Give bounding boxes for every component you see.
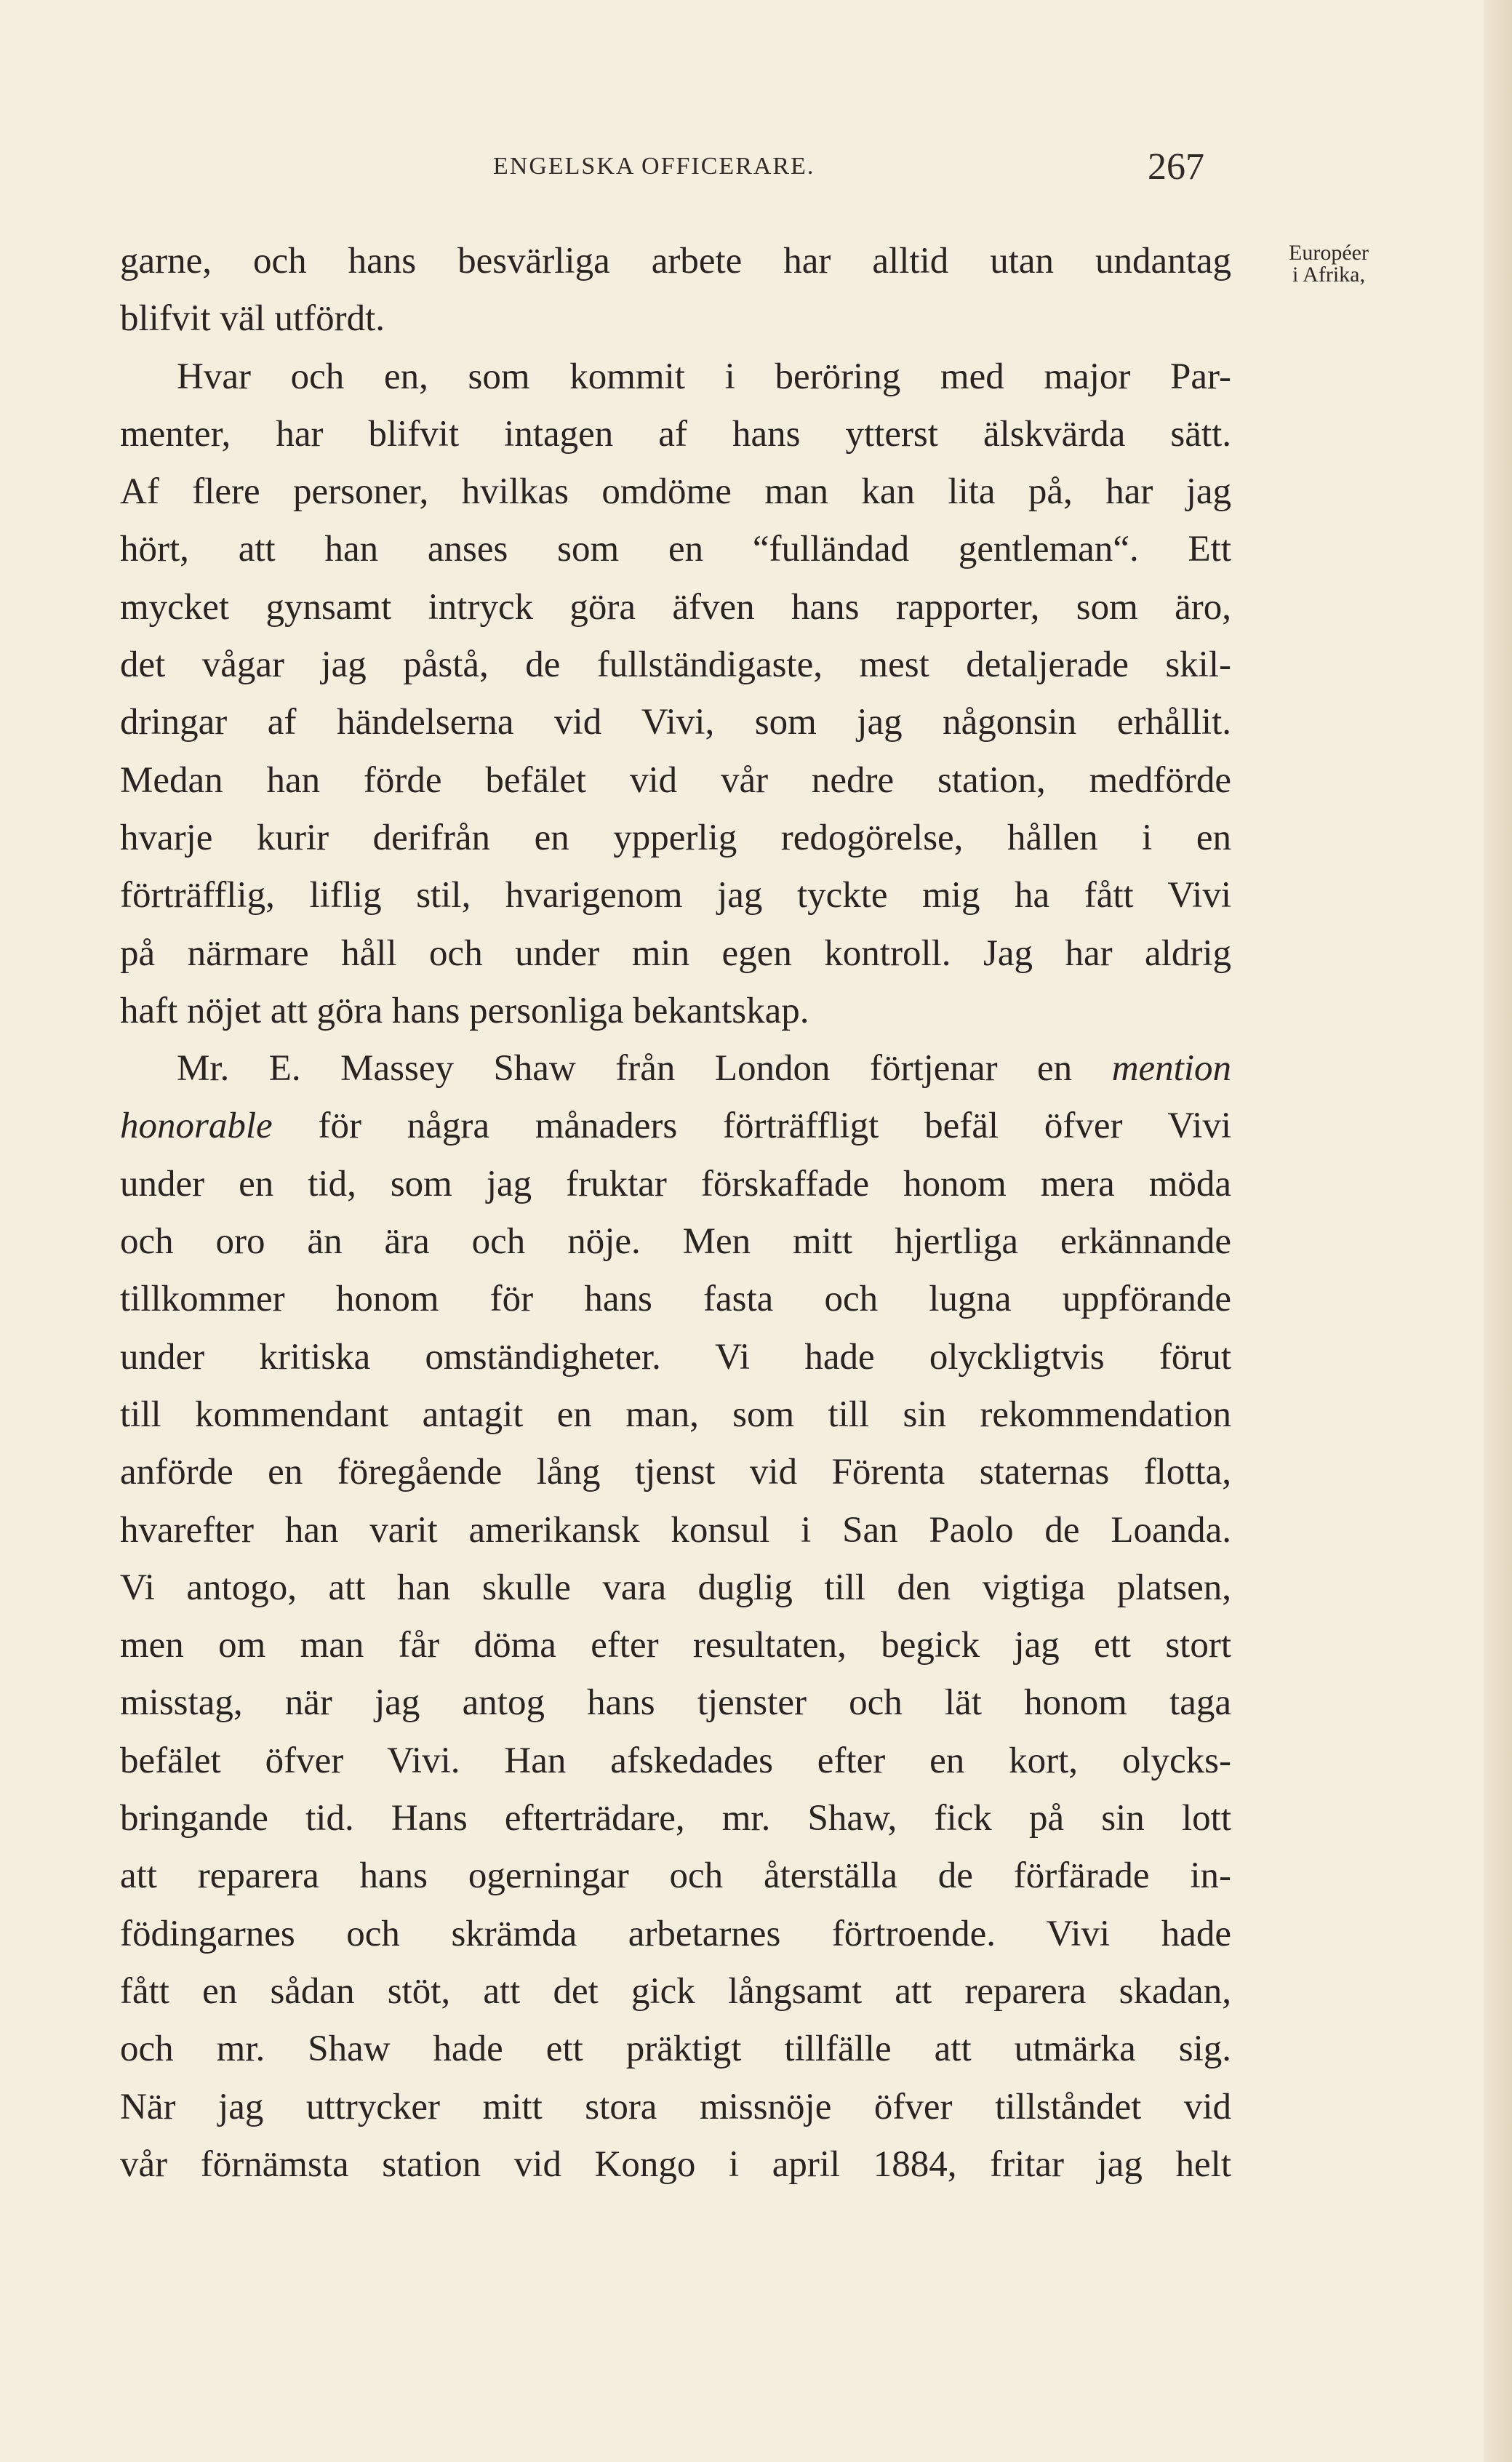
text-line-33: När jag uttrycker mitt stora missnöje öfver tillståndet vid xyxy=(120,2086,1231,2127)
text-line-23: hvarefter han varit amerikansk konsul i San Paolo de Loanda. xyxy=(120,1509,1231,1551)
text-line-14: haft nöjet att göra hans personliga bekantskap. xyxy=(120,990,809,1031)
text-line-11: hvarje kurir derifrån en ypperlig redogörelse, hållen i en xyxy=(120,817,1231,858)
text-line-27: befälet öfver Vivi. Han afskedades efter en kort, olycks- xyxy=(120,1740,1231,1781)
text-line-30: födingarnes och skrämda arbetarnes förtroende. Vivi hade xyxy=(120,1913,1231,1954)
text-line-25: men om man får döma efter resultaten, begick jag ett stort xyxy=(120,1625,1231,1666)
text-line-13: på närmare håll och under min egen kontroll. Jag har aldrig xyxy=(120,932,1231,974)
text-line-18: och oro än ära och nöje. Men mitt hjertliga erkännande xyxy=(120,1221,1231,1263)
text-line-8: det vågar jag påstå, de fullständigaste, mest detaljerade skil- xyxy=(120,644,1231,686)
text-line-28: bringande tid. Hans efterträdare, mr. Shaw, fick på sin lott xyxy=(120,1798,1231,1839)
text-line-16-italic: honorable xyxy=(120,1106,273,1147)
text-line-12: förträfflig, liflig stil, hvarigenom jag tyckte mig ha fått Vivi xyxy=(120,875,1231,916)
text-line-16 xyxy=(120,1098,1231,1155)
text-line-29: att reparera hans ogerningar och återställa de förfärade in- xyxy=(120,1855,1231,1897)
text-line-20: under kritiska omständigheter. Vi hade olyckligtvis förut xyxy=(120,1336,1231,1378)
text-line-7: mycket gynsamt intryck göra äfven hans rapporter, som äro, xyxy=(120,586,1231,628)
text-line-34: vår förnämsta station vid Kongo i april 1884, fritar jag helt xyxy=(120,2143,1231,2185)
text-line-10: Medan han förde befälet vid vår nedre station, medförde xyxy=(120,759,1231,801)
text-line-6: hört, att han anses som en “fulländad gentleman“. Ett xyxy=(120,529,1231,570)
text-line-1: garne, och hans besvärliga arbete har alltid utan undantag xyxy=(120,241,1231,281)
text-line-26: misstag, när jag antog hans tjenster och lät honom taga xyxy=(120,1682,1231,1724)
text-line-16-rest: för några månaders förträffligt befäl öfver Vivi xyxy=(272,1106,1231,1147)
margin-note-line-1: Européer xyxy=(1289,241,1369,265)
text-line-19: tillkommer honom för hans fasta och lugna uppförande xyxy=(120,1279,1231,1320)
text-line-15-italic: mention xyxy=(1111,1048,1231,1090)
margin-note-line-2: i Afrika, xyxy=(1292,263,1365,287)
page-number: 267 xyxy=(1148,146,1204,188)
text-line-21: till kommendant antagit en man, som till sin rekommendation xyxy=(120,1394,1231,1435)
text-line-32: och mr. Shaw hade ett präktigt tillfälle att utmärka sig. xyxy=(120,2029,1231,2070)
text-line-15 xyxy=(120,1040,1231,1098)
page-edge xyxy=(1484,0,1512,2462)
running-head: ENGELSKA OFFICERARE. xyxy=(493,153,815,180)
text-line-22: anförde en föregående lång tjenst vid Förenta staternas flotta, xyxy=(120,1452,1231,1493)
text-line-15-start: Mr. E. Massey Shaw från London förtjenar en xyxy=(177,1048,1112,1090)
text-line-9: dringar af händelserna vid Vivi, som jag någonsin erhållit. xyxy=(120,702,1231,743)
margin-note xyxy=(1256,242,1401,286)
text-line-4: menter, har blifvit intagen af hans ytterst älskvärda sätt. xyxy=(120,413,1231,455)
body-text xyxy=(120,233,1231,2194)
text-line-3: Hvar och en, som kommit i beröring med major Par- xyxy=(177,356,1231,397)
text-line-2: blifvit väl utfördt. xyxy=(120,298,385,340)
text-line-24: Vi antogo, att han skulle vara duglig till den vigtiga platsen, xyxy=(120,1567,1231,1608)
text-line-31: fått en sådan stöt, att det gick långsamt att reparera skadan, xyxy=(120,1970,1231,2012)
text-line-5: Af flere personer, hvilkas omdöme man kan lita på, har jag xyxy=(120,471,1231,513)
text-line-17: under en tid, som jag fruktar förskaffade honom mera möda xyxy=(120,1163,1231,1204)
